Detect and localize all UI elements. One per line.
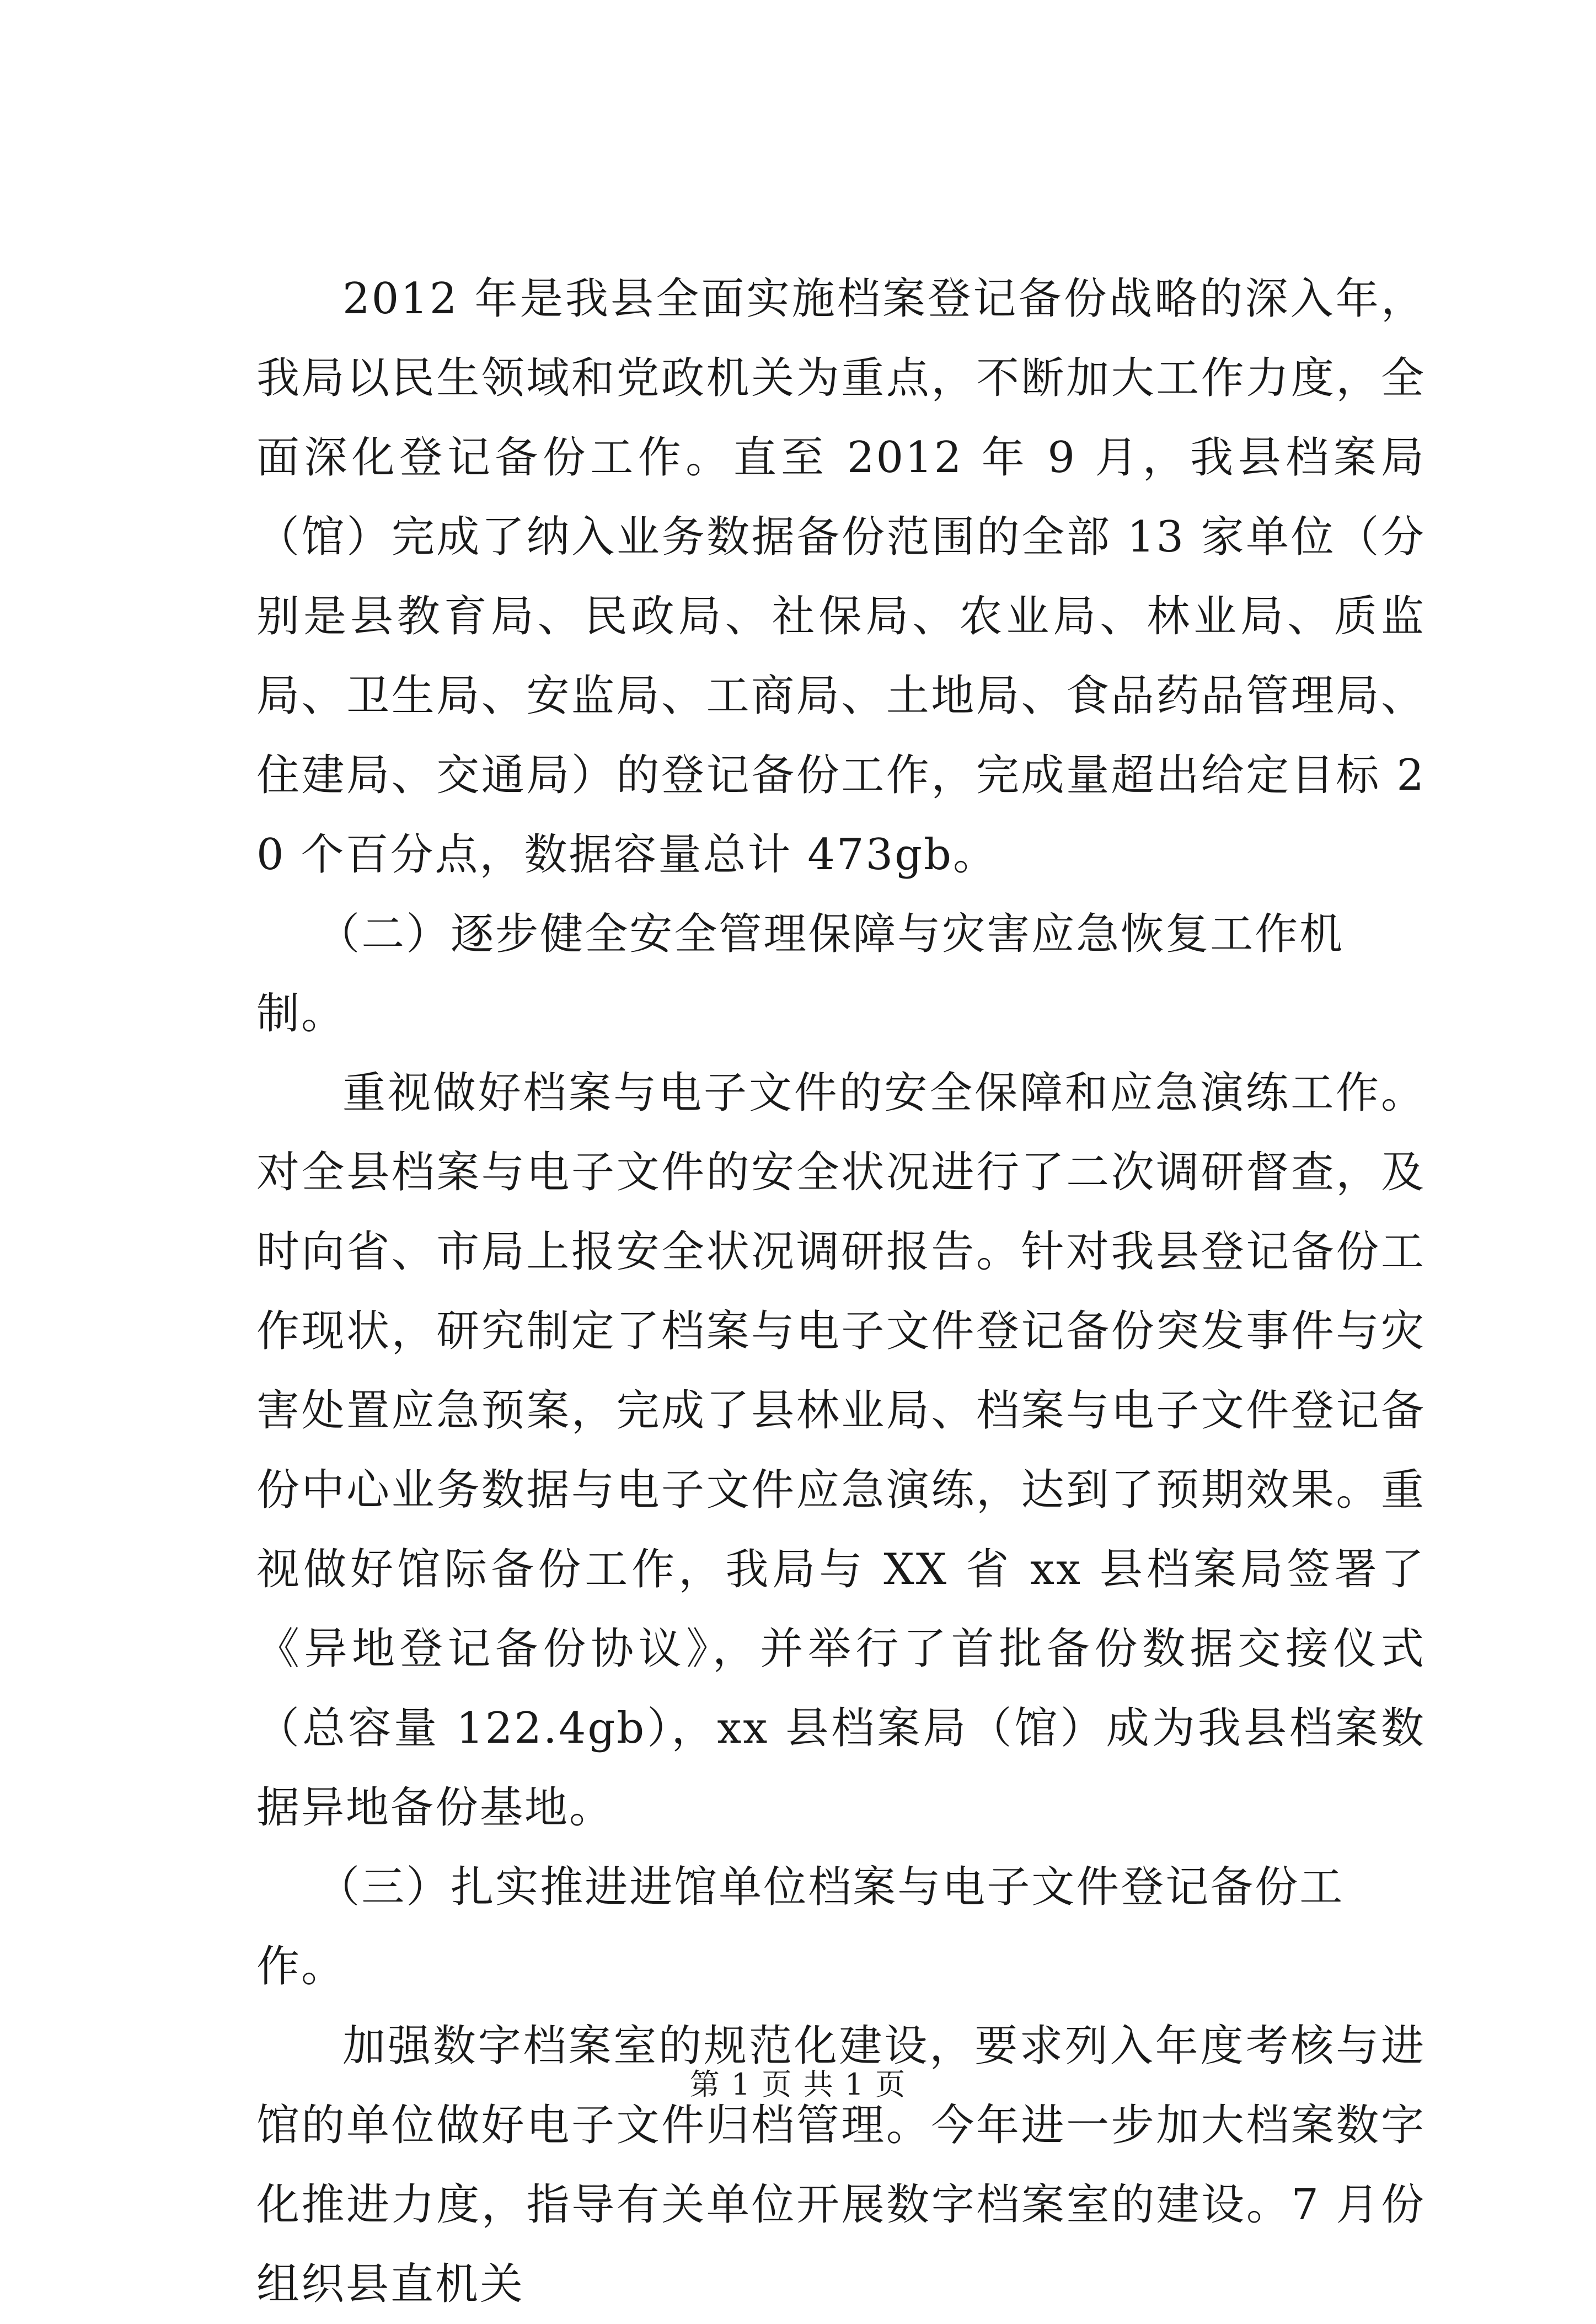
page-footer: 第 1 页 共 1 页 xyxy=(689,2067,907,2102)
paragraph-digital-archive: 加强数字档案室的规范化建设，要求列入年度考核与进馆的单位做好电子文件归档管理。今年进一步加大档案数字化推进力度，指导有关单位开展数字档案室的建设。7 月份组织县直机关 xyxy=(256,2021,1426,2309)
paragraph-backup-summary: 2012 年是我县全面实施档案登记备份战略的深入年，我局以民生领域和党政机关为重点，不断加大工作力度，全面深化登记备份工作。直至 2012 年 9 月，我县档案局（馆）完成了纳入业务数据备份范围的全部 13 家单位（分别是县教育局、民政局、社保局、农业局、林业局、质监局、卫生局、安监局、工商局、土地局、食品药品管理局、住建局、交通局）的登记备份工作，完成量超出给定目标 20 个百分点，数据容量总计 473gb。 xyxy=(256,274,1426,880)
document-body xyxy=(256,259,1426,2324)
section-heading-3: （三）扎实推进进馆单位档案与电子文件登记备份工作。 xyxy=(256,1862,1345,1991)
section-heading-2: （二）逐步健全安全管理保障与灾害应急恢复工作机制。 xyxy=(256,909,1345,1038)
paragraph-security: 重视做好档案与电子文件的安全保障和应急演练工作。对全县档案与电子文件的安全状况进行了二次调研督查，及时向省、市局上报安全状况调研报告。针对我县登记备份工作现状，研究制定了档案与电子文件登记备份突发事件与灾害处置应急预案，完成了县林业局、档案与电子文件登记备份中心业务数据与电子文件应急演练，达到了预期效果。重视做好馆际备份工作，我局与 XX 省 xx 县档案局签署了《异地登记备份协议》，并举行了首批备份数据交接仪式（总容量 122.4gb），xx 县档案局（馆）成为我县档案数据异地备份基地。 xyxy=(256,1068,1426,1833)
